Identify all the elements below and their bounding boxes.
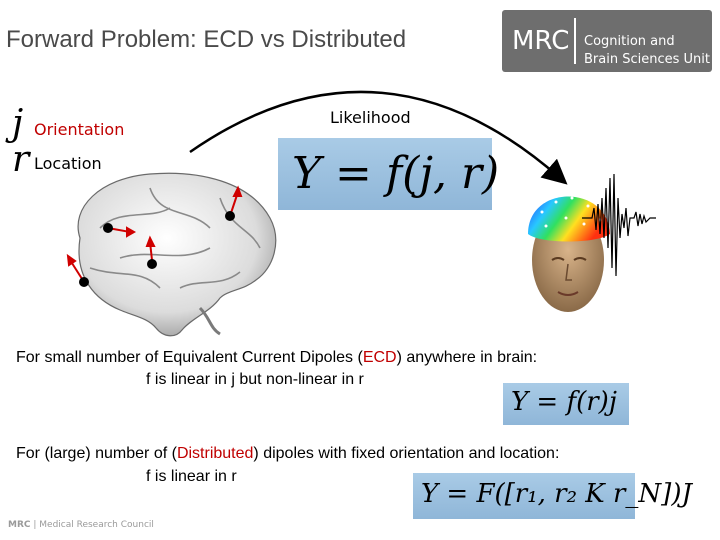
- orientation-label: Orientation: [34, 120, 125, 139]
- footer-logo: MRC: [8, 520, 31, 530]
- likelihood-label: Likelihood: [330, 108, 411, 127]
- distributed-equation-text: Y = F([r₁, r₂ K r_N])J: [421, 479, 692, 509]
- r-symbol: r: [12, 139, 30, 180]
- distributed-equation: [413, 473, 692, 519]
- ecd-equation: [503, 383, 629, 425]
- distributed-linearity-text: f is linear in r: [146, 468, 237, 485]
- logo-mark: MRC: [512, 26, 570, 56]
- j-symbol: j: [12, 103, 24, 144]
- distributed-line1-post: ) dipoles with fixed orientation and location:: [253, 445, 560, 462]
- forward-model-equation: [278, 138, 500, 210]
- ecd-description: [16, 349, 537, 367]
- ecd-line1-pre: For small number of Equivalent Current Dipoles (: [16, 349, 363, 366]
- distributed-line1-pre: For (large) number of (: [16, 445, 177, 462]
- footer-text: | Medical Research Council: [33, 520, 154, 530]
- logo-line2: Brain Sciences Unit: [584, 52, 710, 67]
- distributed-word: Distributed: [176, 445, 254, 462]
- equation-main-text: Y = f(j, r): [292, 148, 500, 199]
- meg-waveform-icon: [582, 168, 656, 280]
- ecd-equation-text: Y = f(r)j: [511, 387, 617, 417]
- ecd-line1-post: ) anywhere in brain:: [396, 349, 538, 366]
- location-label: Location: [34, 154, 102, 173]
- ecd-linearity-text: f is linear in j but non-linear in r: [146, 371, 364, 388]
- brain-illustration: [60, 168, 285, 340]
- footer: [8, 520, 154, 530]
- slide-title: Forward Problem: ECD vs Distributed: [6, 26, 407, 53]
- ecd-abbreviation: ECD: [362, 349, 397, 366]
- logo-line1: Cognition and: [584, 34, 675, 49]
- distributed-description: [16, 445, 559, 463]
